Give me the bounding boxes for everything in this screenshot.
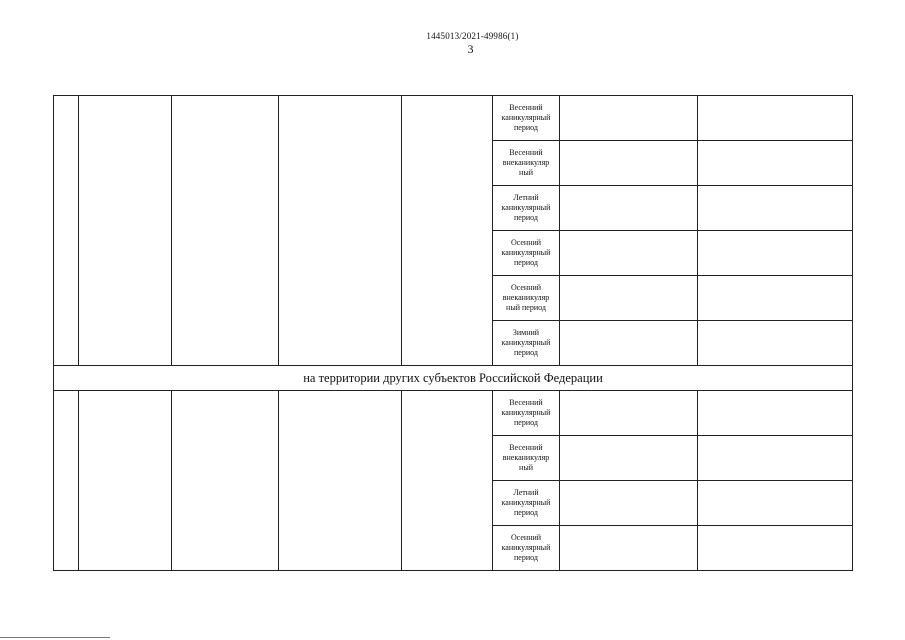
period-label-line: Весенний <box>509 103 543 112</box>
period-label-line: Осенний <box>510 283 542 292</box>
value-cell-2 <box>698 321 853 366</box>
period-label-line: внеканикуляр <box>502 453 550 462</box>
period-label-line: период <box>514 258 538 267</box>
group2-merged-cell-3 <box>172 391 279 571</box>
period-label-line: внеканикуляр <box>502 293 550 302</box>
period-label-line: период <box>514 123 538 132</box>
value-cell-1 <box>560 186 698 231</box>
period-label-line: каникулярный <box>501 248 551 257</box>
period-cell <box>493 321 560 366</box>
period-cell <box>493 186 560 231</box>
bottom-rule <box>0 637 110 638</box>
group2-merged-cell-4 <box>279 391 402 571</box>
value-cell-1 <box>560 231 698 276</box>
group1-merged-cell-1 <box>54 96 79 366</box>
page-number: 3 <box>467 42 474 56</box>
section-title: на территории других субъектов Российской Федерации <box>54 366 853 391</box>
document-number: 1445013/2021-49986(1) <box>426 31 519 41</box>
value-cell-1 <box>560 391 698 436</box>
period-label-line: каникулярный <box>501 543 551 552</box>
group2-merged-cell-5 <box>402 391 493 571</box>
period-label-line: Весенний <box>509 398 543 407</box>
group1-merged-cell-3 <box>172 96 279 366</box>
value-cell-1 <box>560 321 698 366</box>
value-cell-1 <box>560 436 698 481</box>
period-cell <box>493 481 560 526</box>
period-cell <box>493 231 560 276</box>
period-label-line: Весенний <box>509 443 543 452</box>
group1-merged-cell-4 <box>279 96 402 366</box>
period-label-line: каникулярный <box>501 113 551 122</box>
period-label-line: каникулярный <box>501 498 551 507</box>
value-cell-2 <box>698 276 853 321</box>
period-label-line: ный <box>519 463 533 472</box>
value-cell-1 <box>560 96 698 141</box>
value-cell-2 <box>698 186 853 231</box>
period-label-line: Осенний <box>510 533 542 542</box>
value-cell-1 <box>560 481 698 526</box>
period-label-line: внеканикуляр <box>502 158 550 167</box>
period-label-line: Летний <box>513 488 539 497</box>
group2-row <box>54 391 853 436</box>
period-label-line: ный <box>519 168 533 177</box>
period-label-line: Весенний <box>509 148 543 157</box>
period-label-line: каникулярный <box>501 338 551 347</box>
value-cell-1 <box>560 526 698 571</box>
period-label-line: Осенний <box>510 238 542 247</box>
group1-row <box>54 96 853 141</box>
periods-table <box>53 95 853 571</box>
group1-merged-cell-2 <box>79 96 172 366</box>
value-cell-2 <box>698 141 853 186</box>
value-cell-1 <box>560 276 698 321</box>
value-cell-2 <box>698 391 853 436</box>
value-cell-2 <box>698 96 853 141</box>
value-cell-2 <box>698 526 853 571</box>
value-cell-2 <box>698 481 853 526</box>
section-row <box>54 366 853 391</box>
group2-merged-cell-1 <box>54 391 79 571</box>
value-cell-1 <box>560 141 698 186</box>
period-label-line: период <box>514 553 538 562</box>
period-cell <box>493 436 560 481</box>
period-label-line: период <box>514 213 538 222</box>
group1-merged-cell-5 <box>402 96 493 366</box>
period-label-line: Летний <box>513 193 539 202</box>
value-cell-2 <box>698 231 853 276</box>
period-label-line: период <box>514 418 538 427</box>
group2-merged-cell-2 <box>79 391 172 571</box>
period-label-line: Зимний <box>512 328 540 337</box>
period-cell <box>493 526 560 571</box>
period-label-line: период <box>514 348 538 357</box>
period-label-line: период <box>514 508 538 517</box>
period-label-line: ный период <box>506 303 546 312</box>
period-cell <box>493 96 560 141</box>
value-cell-2 <box>698 436 853 481</box>
period-cell <box>493 391 560 436</box>
period-label-line: каникулярный <box>501 408 551 417</box>
period-label-line: каникулярный <box>501 203 551 212</box>
period-cell <box>493 141 560 186</box>
period-cell <box>493 276 560 321</box>
